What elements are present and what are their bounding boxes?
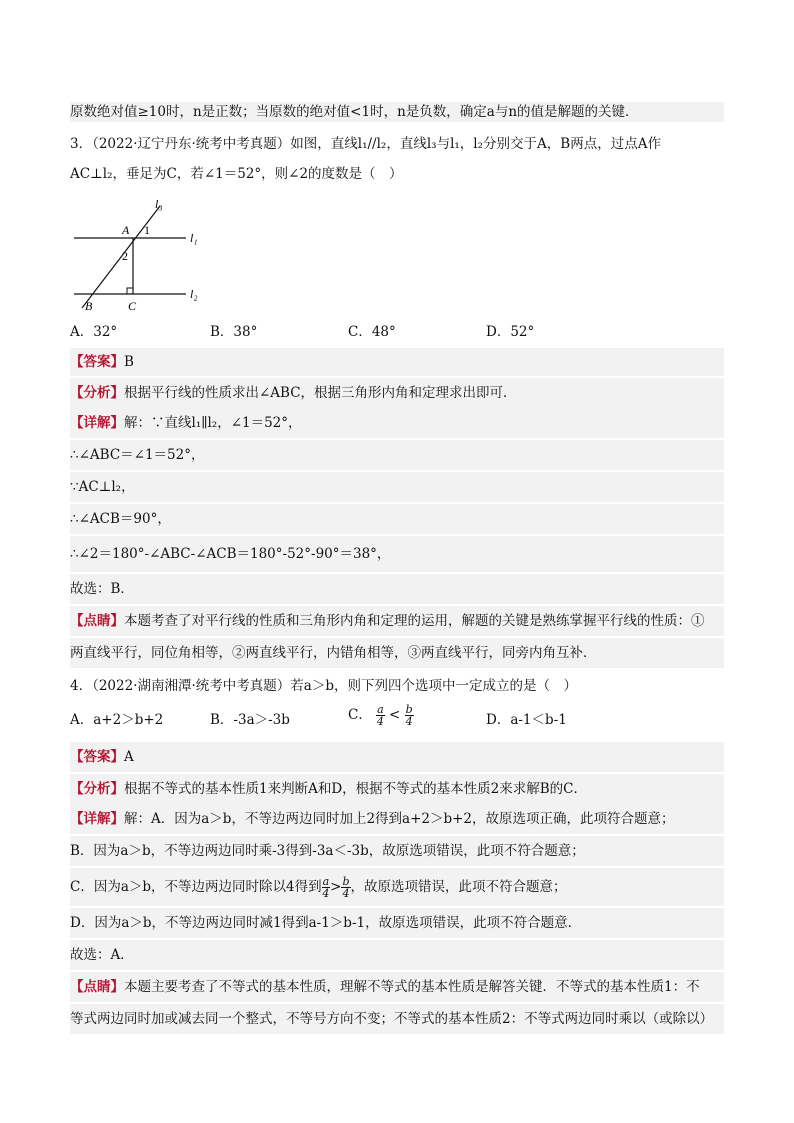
- label-l1: l₁: [190, 231, 198, 245]
- fraction-a-over-4: [322, 876, 331, 899]
- q4-answer: [70, 742, 724, 772]
- label-a: A: [122, 223, 130, 237]
- q4-option-c[interactable]: [348, 704, 414, 727]
- comment-text: 本题主要考查了不等式的基本性质，理解不等式的基本性质是解答关键．不等式的基本性质1：不: [124, 979, 700, 995]
- q3-step-4: ∴∠2＝180°-∠ABC-∠ACB＝180°-52°-90°＝38°，: [70, 536, 724, 572]
- analysis-tag: 【分析】: [70, 781, 124, 797]
- q3-choice: 故选：B．: [70, 574, 724, 604]
- detail-text: 解：∵直线l₁∥l₂，∠1＝52°，: [124, 415, 302, 431]
- prev-keypoint-tail: 原数绝对值≥10时，n是正数；当原数的绝对值<1时，n是负数，确定a与n的值是解题的关键．: [70, 102, 724, 122]
- comment-tag: 【点睛】: [70, 613, 124, 629]
- q4-analysis: [70, 774, 724, 804]
- label-c: C: [128, 299, 137, 313]
- q3-option-a[interactable]: A．32°: [70, 324, 118, 340]
- analysis-text: 根据不等式的基本性质1来判断A和D，根据不等式的基本性质2来求解B的C．: [124, 781, 588, 797]
- answer-value: A: [124, 749, 134, 765]
- q4-option-b[interactable]: B．-3a＞-3b: [210, 712, 290, 728]
- q3-step-1: ∴∠ABC＝∠1＝52°，: [70, 440, 724, 470]
- relation-symbol: <: [389, 707, 401, 723]
- q3-detail: [70, 408, 724, 438]
- label-l2: l₂: [190, 287, 198, 301]
- q3-step-2: ∵AC⊥l₂，: [70, 472, 724, 502]
- step-c-prefix: C．因为a＞b，不等边两边同时除以4得到: [70, 879, 322, 895]
- right-angle-mark: [127, 288, 133, 294]
- q3-stem-line2: AC⊥l₂，垂足为C，若∠1＝52°，则∠2的度数是（ ）: [70, 166, 403, 182]
- q4-option-d[interactable]: D．a-1＜b-1: [486, 712, 567, 728]
- q3-step-3: ∴∠ACB＝90°，: [70, 504, 724, 534]
- frac-den: 4: [342, 887, 350, 900]
- q4-step-c: [70, 868, 724, 906]
- frac-num: b: [342, 875, 350, 888]
- q4-comment-line1: [70, 972, 724, 1002]
- q4-step-b: B．因为a＞b，不等边两边同时乘-3得到-3a＜-3b，故原选项错误，此项不符合题意；: [70, 836, 724, 866]
- label-angle2: 2: [122, 249, 128, 263]
- detail-tag: 【详解】: [70, 811, 124, 827]
- q4-option-a[interactable]: A．a+2＞b+2: [70, 712, 164, 728]
- q3-comment-line1: [70, 606, 724, 636]
- q4-option-c-prefix: C．: [348, 707, 372, 723]
- q4-stem-line1: 4．（2022·湖南湘潭·统考中考真题）若a＞b，则下列四个选项中一定成立的是（ ）: [70, 678, 577, 694]
- line-l3: [82, 206, 160, 308]
- label-angle1: 1: [144, 223, 150, 237]
- frac-den: 4: [405, 715, 413, 728]
- answer-tag: 【答案】: [70, 749, 124, 765]
- answer-tag: 【答案】: [70, 354, 124, 370]
- q3-geometry-figure: [70, 196, 210, 314]
- q3-option-b[interactable]: B．38°: [210, 324, 258, 340]
- label-l3: l₃: [155, 197, 163, 211]
- step-c-suffix: ，故原选项错误，此项不符合题意；: [350, 879, 567, 895]
- frac-den: 4: [322, 887, 330, 900]
- q3-option-c[interactable]: C．48°: [348, 324, 396, 340]
- q4-step-d: D．因为a＞b，不等边两边同时减1得到a-1＞b-1，故原选项错误，此项不符合题意．: [70, 908, 724, 938]
- answer-value: B: [124, 354, 134, 370]
- q3-option-d[interactable]: D．52°: [486, 324, 535, 340]
- frac-num: b: [405, 703, 413, 716]
- analysis-tag: 【分析】: [70, 385, 124, 401]
- comment-text: 本题考查了对平行线的性质和三角形内角和定理的运用，解题的关键是熟练掌握平行线的性质：①: [124, 613, 705, 629]
- relation-symbol: >: [330, 879, 342, 895]
- q3-analysis: [70, 378, 724, 408]
- detail-tag: 【详解】: [70, 415, 124, 431]
- frac-num: a: [322, 875, 330, 888]
- q4-comment-line2: 等式两边同时加或减去同一个整式，不等号方向不变；不等式的基本性质2：不等式两边同时乘以（或除以）: [70, 1004, 724, 1034]
- comment-tag: 【点睛】: [70, 979, 124, 995]
- q4-detail: [70, 804, 724, 834]
- fraction-b-over-4: [405, 704, 414, 727]
- fraction-a-over-4: [376, 704, 385, 727]
- frac-num: a: [377, 703, 384, 716]
- detail-text: 解：A．因为a＞b，不等边两边同时加上2得到a+2＞b+2，故原选项正确，此项符合题意；: [124, 811, 675, 827]
- q4-choice: 故选：A．: [70, 940, 724, 970]
- label-b: B: [85, 299, 93, 313]
- fraction-b-over-4: [341, 876, 350, 899]
- analysis-text: 根据平行线的性质求出∠ABC，根据三角形内角和定理求出即可．: [124, 385, 517, 401]
- q3-comment-line2: 两直线平行，同位角相等，②两直线平行，内错角相等，③两直线平行，同旁内角互补．: [70, 638, 724, 668]
- q3-answer: [70, 348, 724, 376]
- q3-stem-line1: 3．（2022·辽宁丹东·统考中考真题）如图，直线l₁//l₂，直线l₃与l₁，l₂分别交于A，B两点，过点A作: [70, 136, 661, 152]
- frac-den: 4: [376, 715, 384, 728]
